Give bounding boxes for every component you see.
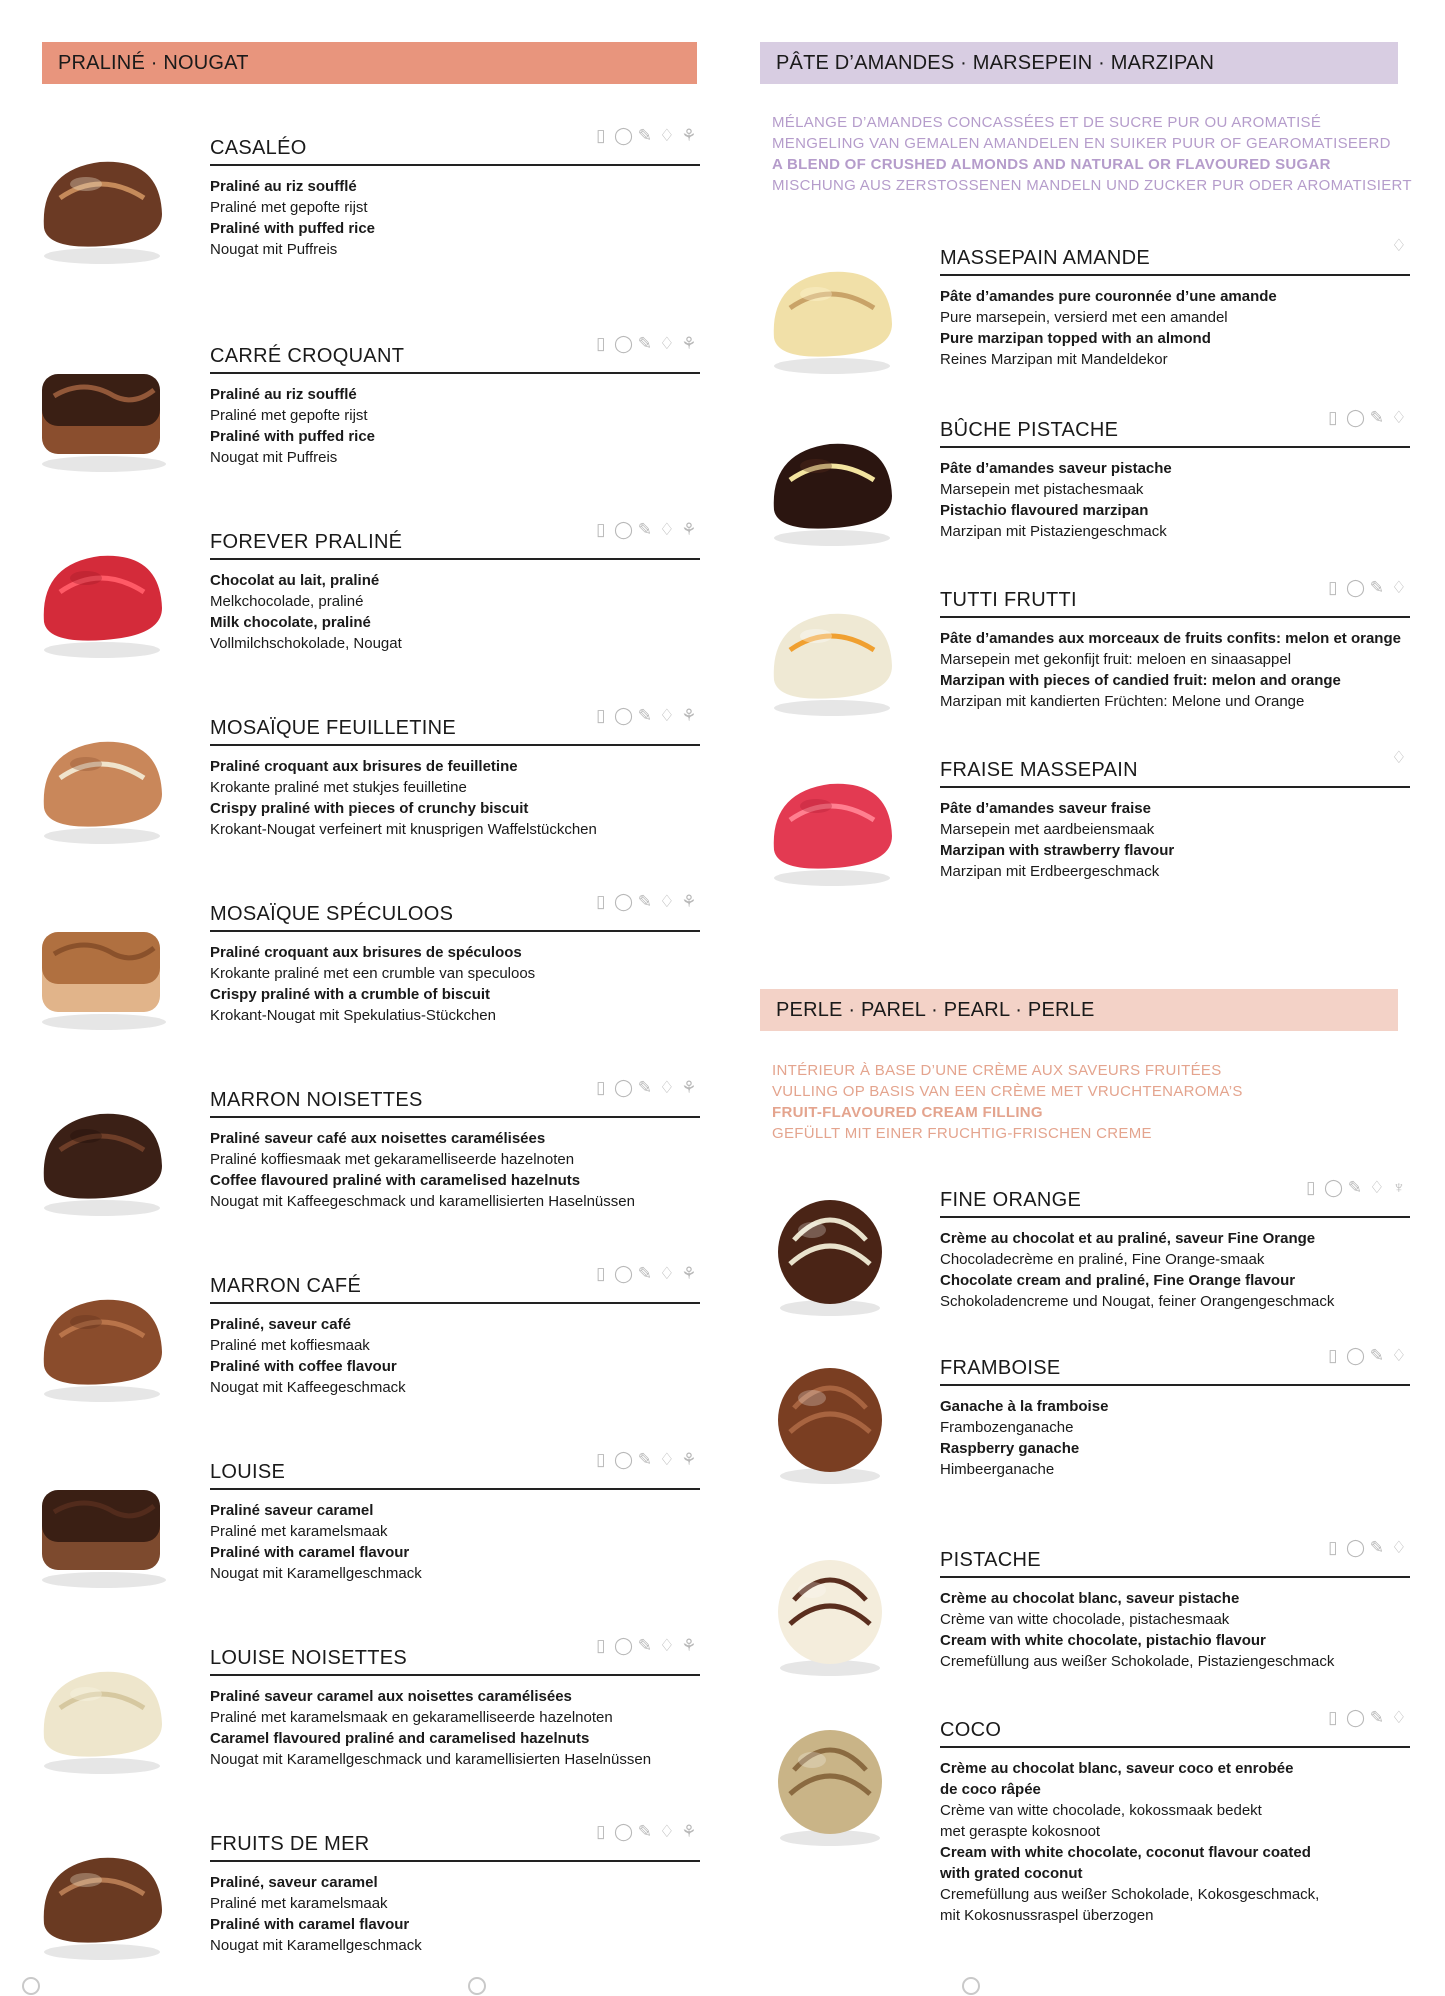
soy-icon: ♢ xyxy=(1391,748,1407,767)
description-line: Cream with white chocolate, pistachio flavour xyxy=(940,1632,1266,1649)
product-item xyxy=(20,326,700,496)
description-line: Chocolat au lait, praliné xyxy=(210,572,380,589)
description-line: Crème au chocolat blanc, saveur coco et enrobée xyxy=(940,1760,1294,1777)
product-item xyxy=(750,1700,1410,1924)
description-line: Ganache à la framboise xyxy=(940,1398,1109,1415)
product-image xyxy=(20,1080,180,1220)
egg-icon: ◯ xyxy=(614,892,634,911)
description-line: Cream with white chocolate, coconut flavour coated xyxy=(940,1844,1311,1861)
product-image xyxy=(20,1638,180,1778)
product-image xyxy=(750,580,910,720)
product-item xyxy=(20,1256,700,1426)
product-image xyxy=(20,336,180,476)
product-name xyxy=(940,236,1410,276)
intro-line-nl: VULLING OP BASIS VAN EEN CRÈME MET VRUCHTENAROMA’S xyxy=(772,1083,1243,1100)
product-image xyxy=(20,522,180,662)
product-name-text: CASALÉO xyxy=(210,137,307,159)
description-line: Raspberry ganache xyxy=(940,1440,1080,1457)
soy-icon: ♢ xyxy=(659,892,675,911)
description-line: Pâte d’amandes aux morceaux de fruits confits: melon et orange xyxy=(940,630,1401,647)
product-item xyxy=(20,1070,700,1240)
description-line: Cremefüllung aus weißer Schokolade, Kokosgeschmack, xyxy=(940,1886,1320,1903)
description-line: Marsepein met pistachesmaak xyxy=(940,481,1144,498)
product-name-text: FINE ORANGE xyxy=(940,1189,1082,1211)
product-description xyxy=(210,1128,700,1212)
product-image xyxy=(750,750,910,890)
product-description xyxy=(210,176,700,260)
product-name xyxy=(210,892,700,932)
description-line: Praliné koffiesmaak met gekaramelliseerde hazelnoten xyxy=(210,1151,575,1168)
product-description xyxy=(940,798,1410,882)
allergen-icons xyxy=(1324,578,1408,598)
allergen-icons xyxy=(1324,1538,1408,1558)
intro-line-fr: INTÉRIEUR À BASE D’UNE CRÈME AUX SAVEURS FRUITÉES xyxy=(772,1062,1222,1079)
soy-icon: ♢ xyxy=(1391,578,1407,597)
allergen-icons xyxy=(1324,1346,1408,1366)
milk-icon: ▯ xyxy=(596,1822,606,1841)
product-description xyxy=(210,1314,700,1398)
intro-line-fr: MÉLANGE D’AMANDES CONCASSÉES ET DE SUCRE PUR OU AROMATISÉ xyxy=(772,114,1322,131)
egg-icon: ◯ xyxy=(614,1078,634,1097)
legend-icon xyxy=(468,1977,486,1995)
milk-icon: ▯ xyxy=(596,892,606,911)
nut-icon: ✎ xyxy=(637,334,653,353)
gluten-icon: ⚘ xyxy=(681,126,697,145)
description-line: Krokant-Nougat mit Spekulatius-Stückchen xyxy=(210,1007,496,1024)
product-item xyxy=(20,698,700,868)
product-image xyxy=(750,1710,910,1850)
description-line: Praliné au riz soufflé xyxy=(210,178,357,195)
egg-icon: ◯ xyxy=(1346,408,1366,427)
description-line: Praliné with caramel flavour xyxy=(210,1916,410,1933)
description-line: Krokante praliné met stukjes feuilletine xyxy=(210,779,467,796)
description-line: Pâte d’amandes pure couronnée d’une amande xyxy=(940,288,1277,305)
marzipan-intro xyxy=(772,112,1412,196)
description-line: Krokante praliné met een crumble van speculoos xyxy=(210,965,536,982)
allergen-icons xyxy=(1390,236,1408,256)
product-image xyxy=(750,410,910,550)
product-name-text: FRAISE MASSEPAIN xyxy=(940,759,1138,781)
intro-line-de: GEFÜLLT MIT EINER FRUCHTIG-FRISCHEN CREME xyxy=(772,1125,1152,1142)
allergen-icons xyxy=(1324,408,1408,428)
description-line: Nougat mit Puffreis xyxy=(210,241,338,258)
egg-icon: ◯ xyxy=(614,1636,634,1655)
description-line: Praliné with coffee flavour xyxy=(210,1358,397,1375)
legend-icon xyxy=(962,1977,980,1995)
egg-icon: ◯ xyxy=(1324,1178,1344,1197)
nut-icon: ✎ xyxy=(1369,408,1385,427)
product-image xyxy=(750,1180,910,1320)
product-description xyxy=(940,286,1410,370)
description-line: Nougat mit Kaffeegeschmack xyxy=(210,1379,406,1396)
milk-icon: ▯ xyxy=(596,1636,606,1655)
gluten-icon: ⚘ xyxy=(681,706,697,725)
soy-icon: ♢ xyxy=(1391,1708,1407,1727)
description-line: Praliné met karamelsmaak xyxy=(210,1523,388,1540)
description-line: Coffee flavoured praliné with caramelised hazelnuts xyxy=(210,1172,581,1189)
product-item xyxy=(750,740,1410,910)
nut-icon: ✎ xyxy=(637,1636,653,1655)
soy-icon: ♢ xyxy=(1391,236,1407,255)
milk-icon: ▯ xyxy=(596,1264,606,1283)
egg-icon: ◯ xyxy=(614,706,634,725)
product-item xyxy=(750,228,1410,398)
intro-line-nl: MENGELING VAN GEMALEN AMANDELEN EN SUIKER PUUR OF GEAROMATISEERD xyxy=(772,135,1391,152)
product-item xyxy=(20,1628,700,1798)
description-line: Praliné met karamelsmaak xyxy=(210,1895,388,1912)
nut-icon: ✎ xyxy=(1369,1346,1385,1365)
product-description xyxy=(940,1396,1410,1480)
allergen-icons xyxy=(1324,1708,1408,1728)
description-line: Pâte d’amandes saveur pistache xyxy=(940,460,1172,477)
gluten-icon: ⚘ xyxy=(681,1636,697,1655)
product-name-text: MARRON CAFÉ xyxy=(210,1275,362,1297)
soy-icon: ♢ xyxy=(1369,1178,1385,1197)
product-item xyxy=(750,1338,1410,1508)
product-description xyxy=(940,458,1410,542)
product-description xyxy=(940,1588,1410,1672)
product-name xyxy=(940,1708,1410,1748)
product-description xyxy=(210,570,700,654)
product-item xyxy=(750,1170,1410,1340)
product-image xyxy=(20,708,180,848)
allergen-icons xyxy=(592,706,698,726)
description-line: Nougat mit Karamellgeschmack xyxy=(210,1565,422,1582)
pearl-intro xyxy=(772,1060,1412,1144)
product-name xyxy=(940,408,1410,448)
description-line: Praliné, saveur café xyxy=(210,1316,351,1333)
gluten-icon: ⚘ xyxy=(681,1078,697,1097)
legend-icon xyxy=(22,1977,40,1995)
product-description xyxy=(210,756,700,840)
milk-icon: ▯ xyxy=(596,1450,606,1469)
gluten-icon: ⚘ xyxy=(681,334,697,353)
description-line: Reines Marzipan mit Mandeldekor xyxy=(940,351,1168,368)
description-line: Krokant-Nougat verfeinert mit knusprigen Waffelstückchen xyxy=(210,821,597,838)
egg-icon: ◯ xyxy=(1346,1538,1366,1557)
egg-icon: ◯ xyxy=(614,126,634,145)
nut-icon: ✎ xyxy=(637,520,653,539)
product-item xyxy=(20,512,700,682)
description-line: Praliné met gepofte rijst xyxy=(210,199,368,216)
soy-icon: ♢ xyxy=(659,1264,675,1283)
soy-icon: ♢ xyxy=(659,334,675,353)
nut-icon: ✎ xyxy=(1369,1708,1385,1727)
alcohol-icon: ♆ xyxy=(1392,1178,1406,1197)
description-line: de coco râpée xyxy=(940,1781,1041,1798)
product-image xyxy=(750,1540,910,1680)
description-line: Praliné, saveur caramel xyxy=(210,1874,378,1891)
soy-icon: ♢ xyxy=(659,1450,675,1469)
description-line: Praliné saveur caramel xyxy=(210,1502,374,1519)
allergen-icons xyxy=(592,892,698,912)
intro-line-de: MISCHUNG AUS ZERSTOSSENEN MANDELN UND ZUCKER PUR ODER AROMATISIERT xyxy=(772,177,1412,194)
description-line: Praliné saveur café aux noisettes caramélisées xyxy=(210,1130,546,1147)
description-line: Chocolate cream and praliné, Fine Orange flavour xyxy=(940,1272,1296,1289)
milk-icon: ▯ xyxy=(1328,1538,1338,1557)
description-line: mit Kokosnussraspel überzogen xyxy=(940,1907,1154,1924)
description-line: Crème au chocolat blanc, saveur pistache xyxy=(940,1590,1240,1607)
description-line: Crispy praliné with pieces of crunchy biscuit xyxy=(210,800,529,817)
allergen-icons xyxy=(592,126,698,146)
product-name xyxy=(210,1450,700,1490)
product-image xyxy=(20,1452,180,1592)
allergen-icons xyxy=(592,1450,698,1470)
description-line: Praliné met karamelsmaak en gekaramelliseerde hazelnoten xyxy=(210,1709,613,1726)
product-image xyxy=(20,1824,180,1964)
allergen-icons xyxy=(592,1264,698,1284)
milk-icon: ▯ xyxy=(596,1078,606,1097)
product-name-text: COCO xyxy=(940,1719,1002,1741)
product-description xyxy=(210,384,700,468)
product-description xyxy=(210,1872,700,1956)
description-line: Nougat mit Kaffeegeschmack und karamellisierten Haselnüssen xyxy=(210,1193,635,1210)
product-name-text: FOREVER PRALINÉ xyxy=(210,531,403,553)
allergen-icons xyxy=(592,1078,698,1098)
product-description xyxy=(210,942,700,1026)
description-line: Crème van witte chocolade, pistachesmaak xyxy=(940,1611,1230,1628)
product-name xyxy=(210,1264,700,1304)
gluten-icon: ⚘ xyxy=(681,892,697,911)
product-name xyxy=(210,1822,700,1862)
product-name-text: MOSAÏQUE FEUILLETINE xyxy=(210,717,457,739)
description-line: Pâte d’amandes saveur fraise xyxy=(940,800,1151,817)
egg-icon: ◯ xyxy=(1346,578,1366,597)
milk-icon: ▯ xyxy=(596,126,606,145)
product-name xyxy=(940,578,1410,618)
description-line: Pure marsepein, versierd met een amandel xyxy=(940,309,1228,326)
section-header-pearl: PERLE · PAREL · PEARL · PERLE xyxy=(760,989,1398,1031)
nut-icon: ✎ xyxy=(637,706,653,725)
product-item xyxy=(20,1442,700,1612)
allergen-icons xyxy=(592,1636,698,1656)
section-header-praline: PRALINÉ · NOUGAT xyxy=(42,42,697,84)
product-description xyxy=(210,1686,700,1770)
footer-legend xyxy=(0,1975,1445,1996)
soy-icon: ♢ xyxy=(659,126,675,145)
nut-icon: ✎ xyxy=(637,1822,653,1841)
soy-icon: ♢ xyxy=(659,520,675,539)
soy-icon: ♢ xyxy=(1391,408,1407,427)
description-line: Pistachio flavoured marzipan xyxy=(940,502,1149,519)
description-line: Cremefüllung aus weißer Schokolade, Pistaziengeschmack xyxy=(940,1653,1335,1670)
description-line: Praliné with puffed rice xyxy=(210,428,376,445)
description-line: Nougat mit Puffreis xyxy=(210,449,338,466)
soy-icon: ♢ xyxy=(1391,1538,1407,1557)
product-name-text: MOSAÏQUE SPÉCULOOS xyxy=(210,903,454,925)
description-line: Crème au chocolat et au praliné, saveur Fine Orange xyxy=(940,1230,1316,1247)
product-item xyxy=(20,884,700,1054)
product-item xyxy=(20,118,700,288)
description-line: Nougat mit Karamellgeschmack und karamellisierten Haselnüssen xyxy=(210,1751,652,1768)
description-line: Himbeerganache xyxy=(940,1461,1055,1478)
product-name-text: MARRON NOISETTES xyxy=(210,1089,423,1111)
description-line: Praliné met koffiesmaak xyxy=(210,1337,370,1354)
nut-icon: ✎ xyxy=(637,1078,653,1097)
description-line: Melkchocolade, praliné xyxy=(210,593,364,610)
allergen-icons xyxy=(1302,1178,1408,1198)
gluten-icon: ⚘ xyxy=(681,1822,697,1841)
product-name-text: MASSEPAIN AMANDE xyxy=(940,247,1151,269)
allergen-icons xyxy=(592,334,698,354)
egg-icon: ◯ xyxy=(614,1450,634,1469)
product-description xyxy=(940,628,1410,712)
product-description xyxy=(210,1500,700,1584)
nut-icon: ✎ xyxy=(637,892,653,911)
nut-icon: ✎ xyxy=(637,1450,653,1469)
product-image xyxy=(20,1266,180,1406)
milk-icon: ▯ xyxy=(1306,1178,1316,1197)
description-line: Vollmilchschokolade, Nougat xyxy=(210,635,402,652)
product-description xyxy=(940,1758,1410,1926)
description-line: Praliné croquant aux brisures de feuilletine xyxy=(210,758,518,775)
product-name xyxy=(940,748,1410,788)
milk-icon: ▯ xyxy=(596,334,606,353)
egg-icon: ◯ xyxy=(1346,1708,1366,1727)
description-line: Milk chocolate, praliné xyxy=(210,614,371,631)
product-name-text: FRUITS DE MER xyxy=(210,1833,370,1855)
product-item xyxy=(750,570,1410,740)
product-name xyxy=(210,126,700,166)
description-line: met geraspte kokosnoot xyxy=(940,1823,1101,1840)
description-line: Marsepein met gekonfijt fruit: meloen en sinaasappel xyxy=(940,651,1292,668)
description-line: Marzipan mit Erdbeergeschmack xyxy=(940,863,1160,880)
nut-icon: ✎ xyxy=(1369,1538,1385,1557)
egg-icon: ◯ xyxy=(614,334,634,353)
milk-icon: ▯ xyxy=(1328,1346,1338,1365)
description-line: Marzipan mit Pistaziengeschmack xyxy=(940,523,1167,540)
description-line: Crispy praliné with a crumble of biscuit xyxy=(210,986,491,1003)
product-description xyxy=(940,1228,1410,1312)
section-header-marzipan: PÂTE D’AMANDES · MARSEPEIN · MARZIPAN xyxy=(760,42,1398,84)
intro-line-en: FRUIT-FLAVOURED CREAM FILLING xyxy=(772,1104,1043,1121)
soy-icon: ♢ xyxy=(659,706,675,725)
description-line: Marzipan with strawberry flavour xyxy=(940,842,1175,859)
product-image xyxy=(20,894,180,1034)
egg-icon: ◯ xyxy=(614,520,634,539)
allergen-icons xyxy=(592,1822,698,1842)
soy-icon: ♢ xyxy=(659,1636,675,1655)
description-line: Praliné with puffed rice xyxy=(210,220,376,237)
product-name xyxy=(210,706,700,746)
soy-icon: ♢ xyxy=(659,1078,675,1097)
gluten-icon: ⚘ xyxy=(681,1450,697,1469)
description-line: Praliné croquant aux brisures de spéculoos xyxy=(210,944,522,961)
description-line: Praliné au riz soufflé xyxy=(210,386,357,403)
product-item xyxy=(750,1530,1410,1700)
milk-icon: ▯ xyxy=(1328,408,1338,427)
milk-icon: ▯ xyxy=(1328,1708,1338,1727)
description-line: Chocoladecrème en praliné, Fine Orange-smaak xyxy=(940,1251,1265,1268)
product-name-text: BÛCHE PISTACHE xyxy=(940,419,1119,441)
product-image xyxy=(20,128,180,268)
egg-icon: ◯ xyxy=(614,1822,634,1841)
description-line: Pure marzipan topped with an almond xyxy=(940,330,1211,347)
nut-icon: ✎ xyxy=(1347,1178,1363,1197)
nut-icon: ✎ xyxy=(637,126,653,145)
allergen-icons xyxy=(1390,748,1408,768)
milk-icon: ▯ xyxy=(596,706,606,725)
product-name xyxy=(210,1636,700,1676)
egg-icon: ◯ xyxy=(614,1264,634,1283)
product-image xyxy=(750,1348,910,1488)
product-name xyxy=(940,1346,1410,1386)
product-name-text: CARRÉ CROQUANT xyxy=(210,345,405,367)
description-line: Marzipan with pieces of candied fruit: melon and orange xyxy=(940,672,1341,689)
description-line: Marzipan mit kandierten Früchten: Melone und Orange xyxy=(940,693,1305,710)
gluten-icon: ⚘ xyxy=(681,1264,697,1283)
description-line: Schokoladencreme und Nougat, feiner Orangengeschmack xyxy=(940,1293,1335,1310)
product-item xyxy=(20,1814,700,1984)
product-name-text: LOUISE xyxy=(210,1461,286,1483)
allergen-icons xyxy=(592,520,698,540)
soy-icon: ♢ xyxy=(659,1822,675,1841)
description-line: Praliné saveur caramel aux noisettes caramélisées xyxy=(210,1688,572,1705)
nut-icon: ✎ xyxy=(1369,578,1385,597)
product-name xyxy=(940,1178,1410,1218)
soy-icon: ♢ xyxy=(1391,1346,1407,1365)
product-name-text: FRAMBOISE xyxy=(940,1357,1061,1379)
milk-icon: ▯ xyxy=(596,520,606,539)
milk-icon: ▯ xyxy=(1328,578,1338,597)
product-name-text: LOUISE NOISETTES xyxy=(210,1647,408,1669)
product-name-text: TUTTI FRUTTI xyxy=(940,589,1077,611)
product-item xyxy=(750,400,1410,570)
description-line: Nougat mit Karamellgeschmack xyxy=(210,1937,422,1954)
description-line: with grated coconut xyxy=(940,1865,1083,1882)
description-line: Frambozenganache xyxy=(940,1419,1074,1436)
product-name xyxy=(210,520,700,560)
product-name xyxy=(940,1538,1410,1578)
description-line: Marsepein met aardbeiensmaak xyxy=(940,821,1155,838)
nut-icon: ✎ xyxy=(637,1264,653,1283)
egg-icon: ◯ xyxy=(1346,1346,1366,1365)
intro-line-en: A BLEND OF CRUSHED ALMONDS AND NATURAL OR FLAVOURED SUGAR xyxy=(772,156,1331,173)
description-line: Crème van witte chocolade, kokossmaak bedekt xyxy=(940,1802,1262,1819)
description-line: Praliné met gepofte rijst xyxy=(210,407,368,424)
description-line: Caramel flavoured praliné and caramelised hazelnuts xyxy=(210,1730,590,1747)
product-name-text: PISTACHE xyxy=(940,1549,1041,1571)
product-name xyxy=(210,1078,700,1118)
product-name xyxy=(210,334,700,374)
description-line: Praliné with caramel flavour xyxy=(210,1544,410,1561)
product-image xyxy=(750,238,910,378)
gluten-icon: ⚘ xyxy=(681,520,697,539)
